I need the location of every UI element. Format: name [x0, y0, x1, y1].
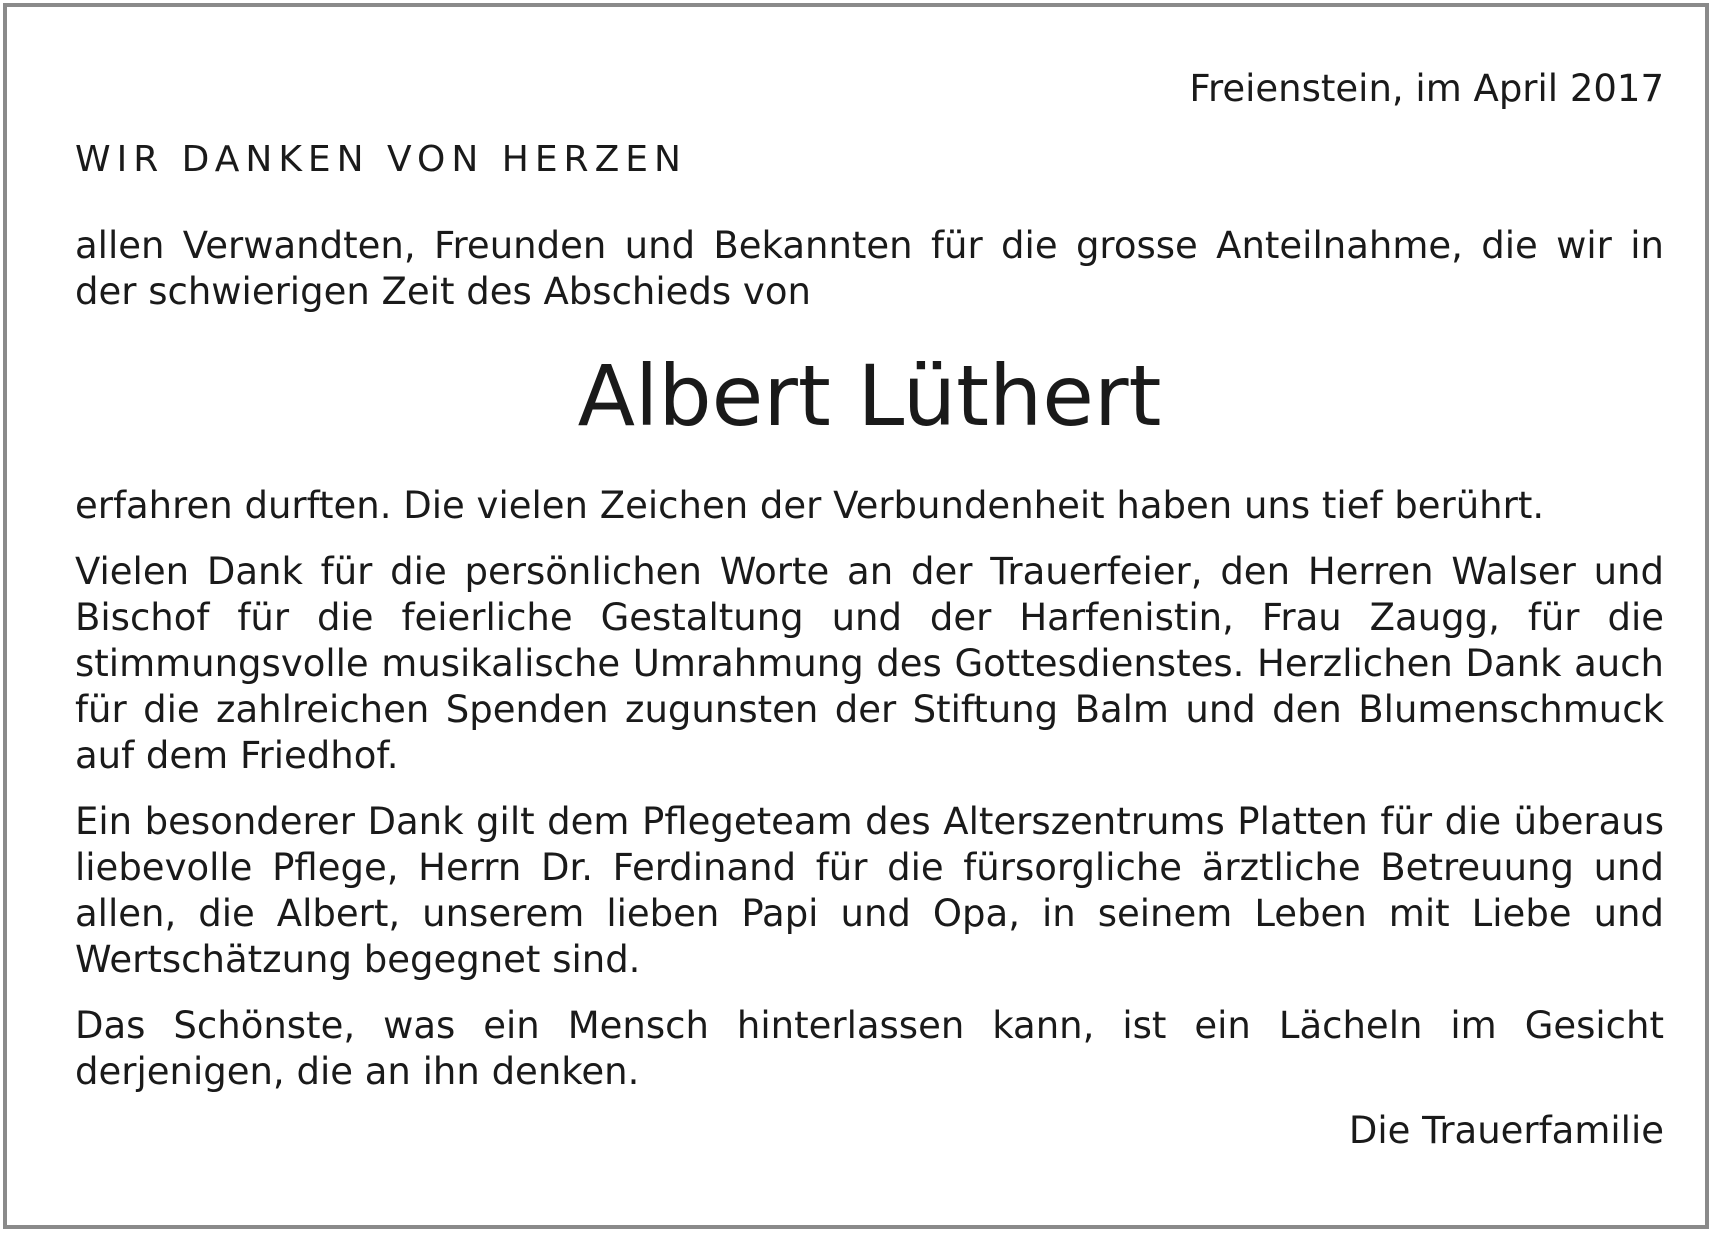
- paragraph-2: Vielen Dank für die persönlichen Worte an der Trauerfeier, den Herren Walser und Bischof für die feierliche Gestaltung und der Harfenistin, Frau Zaugg, für die stimmungsvolle musikalische Umrahmung des Gottesdienstes. Herzlichen Dank auch für die zahlreichen Spenden zugunsten der Stiftung Balm und den Blumenschmuck auf dem Friedhof.: [75, 550, 1664, 777]
- notice-frame: [3, 3, 1709, 1229]
- place-date: Freienstein, im April 2017: [1189, 67, 1664, 110]
- paragraph-3: Ein besonderer Dank gilt dem Pflegeteam des Alterszentrums Platten für die überaus liebevolle Pflege, Herrn Dr. Ferdinand für die fürsorgliche ärztliche Betreuung und allen, die Albert, unserem lieben Papi und Opa, in seinem Leben mit Liebe und Wertschätzung begegnet sind.: [75, 800, 1664, 981]
- notice-heading: WIR DANKEN VON HERZEN: [75, 139, 687, 180]
- deceased-name: Albert Lüthert: [577, 347, 1162, 445]
- intro-text: allen Verwandten, Freunden und Bekannten für die grosse Anteilnahme, die wir in der schwierigen Zeit des Abschieds von: [75, 224, 1664, 313]
- paragraph-4: Das Schönste, was ein Mensch hinterlassen kann, ist ein Lächeln im Gesicht derjenigen, die an ihn denken.: [75, 1004, 1664, 1093]
- paragraph-1: erfahren durften. Die vielen Zeichen der Verbundenheit haben uns tief berührt.: [75, 484, 1545, 527]
- signature: Die Trauerfamilie: [1348, 1109, 1664, 1152]
- notice-content: [75, 65, 1664, 1155]
